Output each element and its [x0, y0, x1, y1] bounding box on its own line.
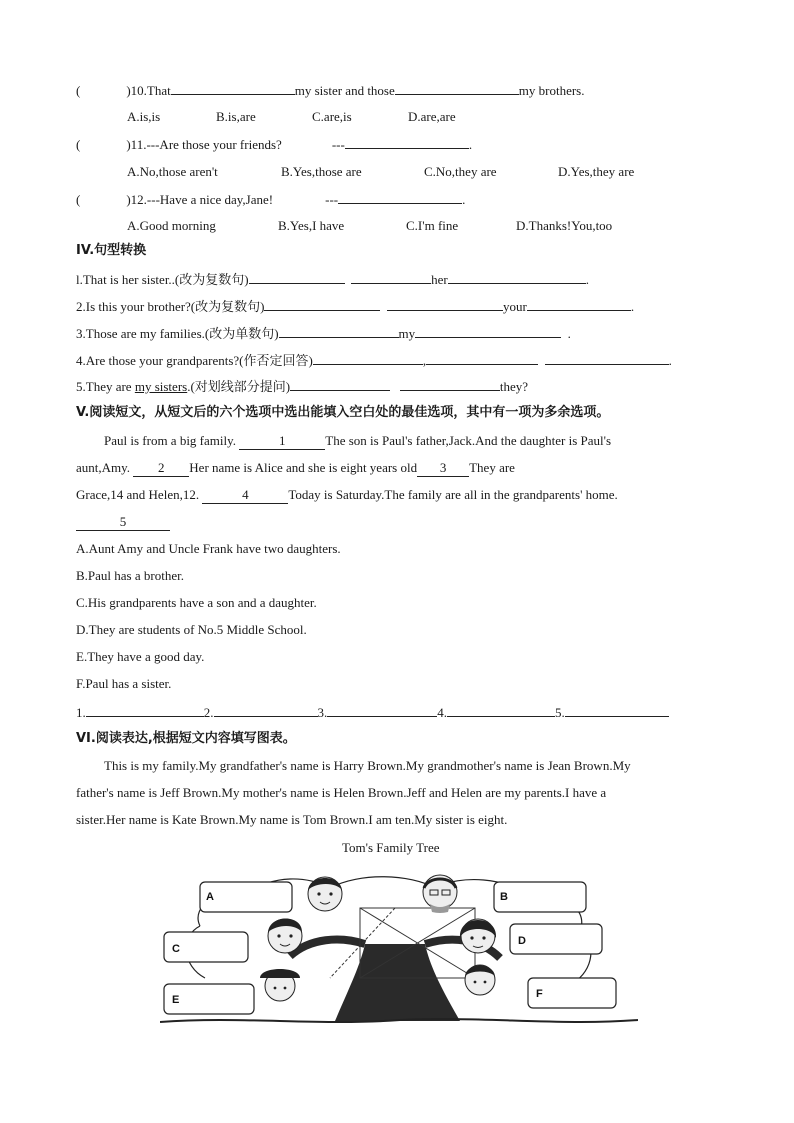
answer-blank[interactable]	[327, 704, 437, 717]
choice-c: C.His grandparents have a son and a daughter.	[76, 595, 317, 610]
answer-label: 4.	[437, 705, 447, 720]
reading-line: This is my family.My grandfather's name is Harry Brown.My grandmother's name is Jean Brown.My	[104, 758, 631, 773]
mother-portrait	[460, 919, 496, 953]
answer-blank[interactable]	[565, 704, 669, 717]
answer-label: 5.	[555, 705, 565, 720]
blank[interactable]	[313, 352, 423, 365]
box-a-label: A	[206, 891, 214, 903]
box-f-label: F	[536, 988, 543, 1000]
tom-portrait	[465, 965, 495, 995]
grandfather-portrait	[423, 875, 457, 913]
option-d: D.are,are	[408, 109, 456, 124]
underlined-phrase: my sisters	[134, 379, 188, 394]
option-d: D.Thanks!You,too	[516, 218, 613, 233]
passage-line	[104, 433, 611, 450]
choice-f: F.Paul has a sister.	[76, 676, 172, 691]
blank[interactable]	[171, 82, 295, 95]
item-text: your	[502, 299, 527, 314]
item-text: .(对划线部分提问)	[187, 379, 291, 394]
item-text: her	[431, 272, 448, 287]
passage-blank[interactable]: 5	[76, 514, 170, 531]
blank[interactable]	[527, 298, 631, 311]
question-stem: )12.---Have a nice day,Jane!	[126, 192, 274, 207]
section-4-title: IV.句型转换	[76, 243, 147, 258]
choice-e: E.They have a good day.	[76, 649, 205, 664]
family-tree-illustration	[160, 866, 638, 1028]
answer-blank[interactable]	[86, 704, 204, 717]
question-text: .	[468, 137, 473, 152]
box-c-label: C	[172, 943, 180, 955]
item-text: 2.Is this your brother?(改为复数句)	[76, 299, 265, 314]
option-a: A.Good morning	[127, 218, 216, 233]
item-text: 4.Are those your grandparents?(作否定回答)	[76, 353, 313, 368]
item-text: .	[668, 353, 672, 368]
passage-blank[interactable]: 2	[133, 460, 189, 477]
passage-text: Paul is from a big family.	[104, 433, 237, 448]
answer-blank[interactable]	[447, 704, 555, 717]
blank[interactable]	[249, 271, 345, 284]
question-10	[76, 82, 584, 99]
question-11	[76, 136, 472, 153]
ground-line	[160, 1019, 638, 1022]
option-b: B.is,are	[216, 109, 256, 124]
passage-text: Her name is Alice and she is eight years old	[189, 460, 418, 475]
option-c: C.No,they are	[424, 164, 497, 179]
blank[interactable]	[395, 82, 519, 95]
blank[interactable]	[545, 352, 669, 365]
item-text: 3.Those are my families.(改为单数句)	[76, 326, 279, 341]
choice-a: A.Aunt Amy and Uncle Frank have two daughters.	[76, 541, 341, 556]
answer-paren-open: (	[76, 137, 81, 152]
answer-label: 1.	[76, 705, 86, 720]
item-text: they?	[499, 379, 529, 394]
transform-item-2	[76, 298, 634, 315]
blank[interactable]	[345, 136, 469, 149]
transform-item-5	[76, 378, 528, 395]
answer-paren-open: (	[76, 83, 81, 98]
question-text: my brothers.	[518, 83, 585, 98]
blank[interactable]	[264, 298, 380, 311]
dash: ---	[331, 137, 345, 152]
answer-label: 2.	[203, 705, 214, 720]
item-text: my	[398, 326, 416, 341]
item-text: 5.They are	[76, 379, 135, 394]
passage-text: They are	[469, 460, 515, 475]
question-text: .	[462, 192, 466, 207]
option-b: B.Yes,I have	[278, 218, 345, 233]
item-text: .	[567, 326, 571, 341]
reading-line: father's name is Jeff Brown.My mother's name is Helen Brown.Jeff and Helen are my parents.I have a	[76, 785, 607, 800]
answer-label: 3.	[317, 705, 328, 720]
passage-line	[76, 514, 170, 531]
option-a: A.is,is	[127, 109, 161, 124]
choice-d: D.They are students of No.5 Middle School.	[76, 622, 307, 637]
question-text: my sister and those	[294, 83, 395, 98]
passage-line	[76, 487, 618, 504]
item-text: .	[630, 299, 635, 314]
option-c: C.I'm fine	[406, 218, 459, 233]
dash: ---	[325, 192, 339, 207]
item-text: ,	[422, 353, 427, 368]
passage-line	[76, 460, 515, 477]
option-c: C.are,is	[312, 109, 352, 124]
answer-row	[76, 704, 669, 721]
passage-blank[interactable]: 3	[417, 460, 469, 477]
blank[interactable]	[387, 298, 503, 311]
box-e-label: E	[172, 994, 180, 1006]
transform-item-3	[76, 325, 571, 342]
sister-portrait	[260, 969, 300, 1001]
tree-title: Tom's Family Tree	[342, 840, 440, 855]
father-portrait	[268, 919, 302, 954]
question-12	[76, 191, 465, 208]
passage-text: Grace,14 and Helen,12.	[76, 487, 200, 502]
passage-text: Today is Saturday.The family are all in the grandparents' home.	[288, 487, 618, 502]
transform-item-4	[76, 352, 672, 369]
blank[interactable]	[351, 271, 431, 284]
item-text: l.That is her sister..(改为复数句)	[76, 272, 249, 287]
box-b-label: B	[500, 891, 508, 903]
blank[interactable]	[415, 325, 561, 338]
blank[interactable]	[279, 325, 399, 338]
answer-blank[interactable]	[214, 704, 318, 717]
blank[interactable]	[400, 378, 500, 391]
transform-item-1	[76, 271, 589, 288]
answer-paren-open: (	[76, 192, 81, 207]
blank[interactable]	[448, 271, 586, 284]
grandmother-portrait	[308, 877, 342, 911]
choice-b: B.Paul has a brother.	[76, 568, 184, 583]
blank[interactable]	[426, 352, 538, 365]
passage-text: aunt,Amy.	[76, 460, 131, 475]
question-stem: )11.---Are those your friends?	[126, 137, 282, 152]
box-d-label: D	[518, 935, 526, 947]
blank[interactable]	[338, 191, 462, 204]
section-6-title: VI.阅读表达,根据短文内容填写图表。	[76, 731, 296, 746]
passage-text: The son is Paul's father,Jack.And the daughter is Paul's	[325, 433, 612, 448]
passage-blank[interactable]: 4	[202, 487, 288, 504]
section-5-title: V.阅读短文，从短文后的六个选项中选出能填入空白处的最佳选项，其中有一项为多余选项。	[76, 405, 610, 420]
item-text: .	[585, 272, 589, 287]
reading-line: sister.Her name is Kate Brown.My name is Tom Brown.I am ten.My sister is eight.	[76, 812, 508, 827]
option-a: A.No,those aren't	[127, 164, 218, 179]
blank[interactable]	[290, 378, 390, 391]
passage-blank[interactable]: 1	[239, 433, 325, 450]
question-stem: )10.That	[126, 83, 171, 98]
option-d: D.Yes,they are	[558, 164, 635, 179]
option-b: B.Yes,those are	[281, 164, 362, 179]
